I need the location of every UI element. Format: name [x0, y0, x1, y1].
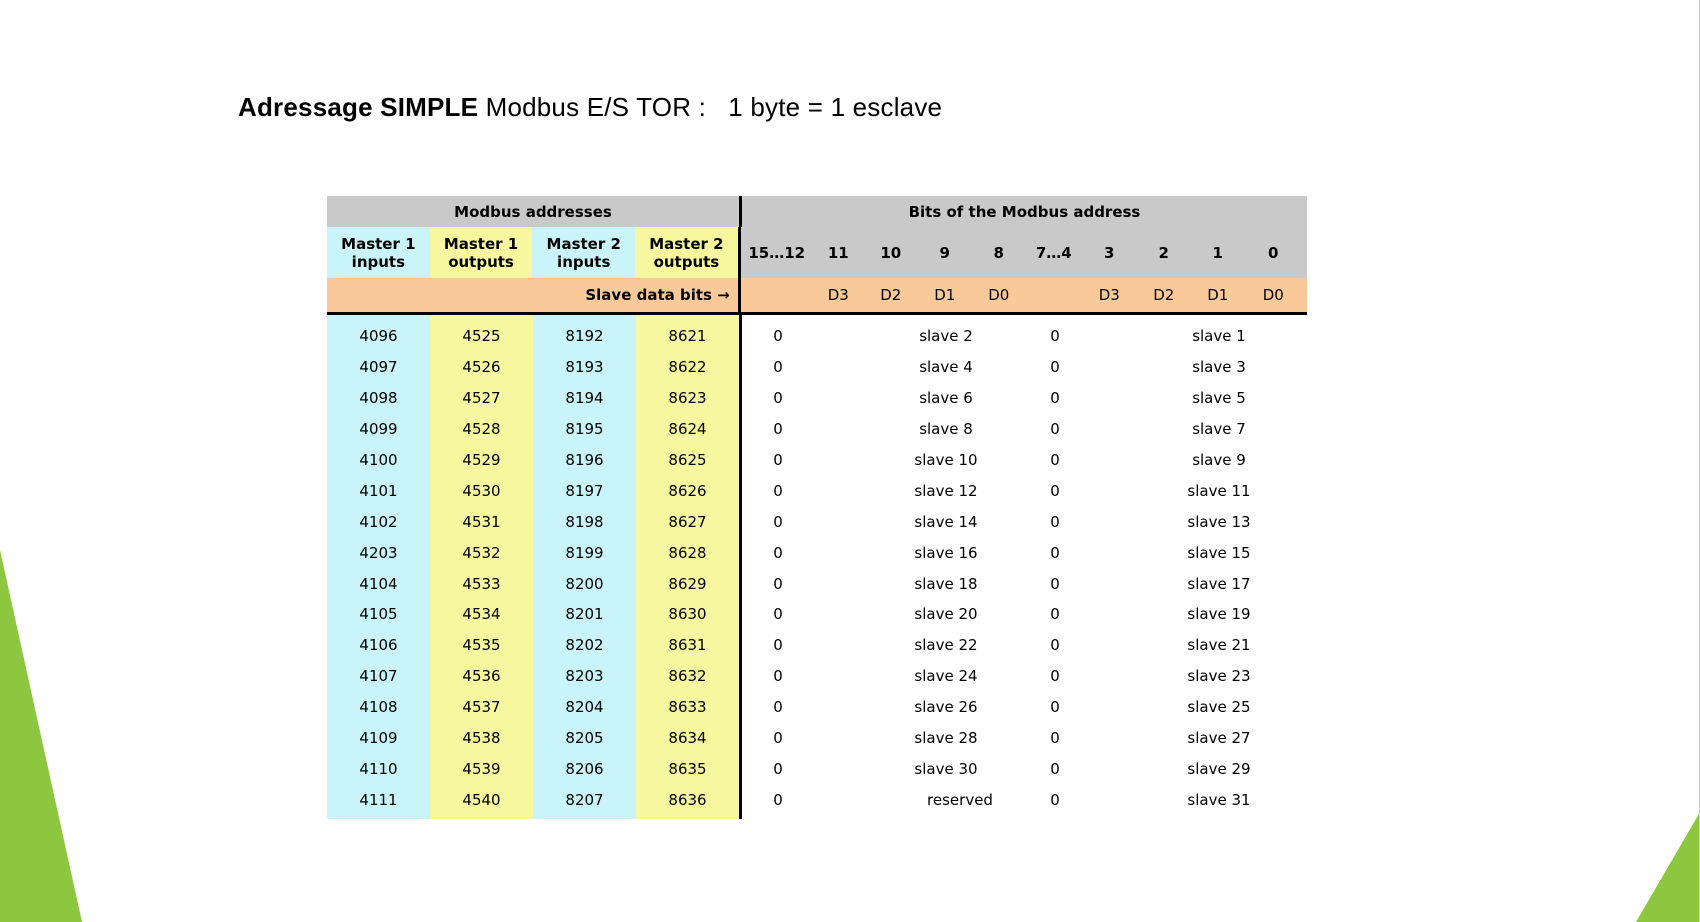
col-header-line: inputs: [351, 252, 406, 271]
low-slave-cell: slave 19: [1187, 605, 1251, 624]
high-zero-cell: 0: [773, 481, 783, 500]
low-zero-cell: 0: [1050, 729, 1060, 748]
col-header-line: Master 1: [341, 234, 416, 253]
high-zero-cell: 0: [773, 605, 783, 624]
address-cell: 8626: [668, 481, 707, 500]
table-row: [742, 445, 1307, 476]
address-cell: 8625: [668, 451, 707, 469]
low-slave-cell: slave 9: [1192, 451, 1246, 469]
table-row: [742, 753, 1307, 784]
col-header-master1-outputs: [430, 227, 533, 278]
low-slave-cell: slave 3: [1192, 358, 1246, 377]
address-cell: 8207: [565, 790, 604, 809]
address-cell: 8205: [565, 729, 604, 748]
address-cell: 4537: [462, 698, 501, 717]
address-cell: 8195: [565, 420, 604, 439]
address-cell: 4104: [359, 574, 398, 593]
address-cell: 8623: [668, 389, 707, 408]
address-cell: 4101: [359, 481, 398, 500]
address-cell: 8198: [565, 512, 604, 531]
col-header-master2-outputs: [635, 227, 738, 278]
bit-header: 2: [1158, 243, 1169, 262]
low-zero-cell: 0: [1050, 358, 1060, 377]
data-bit-header: D3: [1098, 286, 1120, 304]
address-cell: 4110: [359, 759, 398, 778]
address-cell: 4097: [359, 358, 398, 377]
address-cell: 4106: [359, 636, 398, 655]
address-cell: 8624: [668, 420, 707, 439]
col-header-line: Master 2: [649, 234, 724, 253]
header-row-1: [327, 196, 1307, 227]
address-cell: 8632: [668, 667, 707, 686]
address-cell: 8200: [565, 574, 604, 593]
high-zero-cell: 0: [773, 667, 783, 686]
address-cell: 4536: [462, 667, 501, 686]
high-slave-cell: slave 28: [914, 729, 978, 748]
high-slave-cell: slave 4: [919, 358, 973, 377]
table-row: [742, 475, 1307, 506]
address-cell: 8636: [668, 790, 707, 809]
address-cell: 4533: [462, 574, 501, 593]
data-bit-header: D1: [934, 286, 956, 304]
master2-outputs-column: [636, 315, 739, 819]
low-zero-cell: 0: [1050, 451, 1060, 469]
address-cell: 4534: [462, 605, 501, 624]
bit-number-headers: [738, 227, 1307, 278]
high-slave-cell: slave 6: [919, 389, 973, 408]
col-header-master1-inputs: [327, 227, 430, 278]
table-row: [742, 784, 1307, 815]
bit-header: 10: [880, 243, 902, 262]
table-row: [742, 383, 1307, 414]
master2-inputs-column: [533, 315, 636, 819]
address-cell: 4525: [462, 327, 501, 346]
high-slave-cell: slave 22: [914, 636, 978, 655]
low-zero-cell: 0: [1050, 327, 1060, 346]
table-row: [742, 692, 1307, 723]
master1-outputs-column: [430, 315, 533, 819]
address-cell: 4532: [462, 543, 501, 562]
address-cell: 8631: [668, 636, 707, 655]
address-cell: 4530: [462, 481, 501, 500]
low-slave-cell: slave 15: [1187, 543, 1251, 562]
high-slave-cell: slave 12: [914, 481, 978, 500]
high-zero-cell: 0: [773, 790, 783, 809]
address-cell: 8203: [565, 667, 604, 686]
address-cell: 4528: [462, 420, 501, 439]
low-slave-cell: slave 31: [1187, 790, 1251, 809]
col-header-master2-inputs: [532, 227, 635, 278]
address-cell: 8204: [565, 698, 604, 717]
data-bit-header: D2: [1153, 286, 1175, 304]
low-zero-cell: 0: [1050, 574, 1060, 593]
table-row: [742, 537, 1307, 568]
high-zero-cell: 0: [773, 543, 783, 562]
data-bit-headers: [738, 278, 1307, 312]
col-header-line: outputs: [448, 252, 514, 271]
low-zero-cell: 0: [1050, 420, 1060, 439]
address-cell: 4111: [359, 790, 398, 809]
low-slave-cell: slave 27: [1187, 729, 1251, 748]
low-slave-cell: slave 7: [1192, 420, 1246, 439]
low-zero-cell: 0: [1050, 636, 1060, 655]
address-cell: 4098: [359, 389, 398, 408]
green-left-triangle: [0, 550, 82, 922]
address-cell: 8633: [668, 698, 707, 717]
address-cell: 8627: [668, 512, 707, 531]
address-cell: 4096: [359, 327, 398, 346]
col-header-line: Master 1: [443, 234, 519, 253]
low-zero-cell: 0: [1050, 790, 1060, 809]
table-row: [742, 352, 1307, 383]
table-row: [742, 414, 1307, 445]
address-cell: 4539: [462, 759, 501, 778]
bit-header: 8: [993, 243, 1004, 262]
low-slave-cell: slave 5: [1192, 389, 1246, 408]
low-slave-cell: slave 17: [1187, 574, 1251, 593]
high-slave-cell: slave 2: [919, 327, 973, 346]
bit-header: 15…12: [748, 243, 806, 262]
table-row: [742, 723, 1307, 754]
table-row: [742, 661, 1307, 692]
low-slave-cell: slave 29: [1187, 759, 1251, 778]
low-slave-cell: slave 25: [1187, 698, 1251, 717]
address-cell: 8622: [668, 358, 707, 377]
title-bold: Adressage SIMPLE: [238, 92, 479, 122]
slide-title: [238, 92, 942, 123]
table-row: [742, 630, 1307, 661]
bit-header: 11: [827, 243, 849, 262]
high-slave-cell: slave 26: [914, 698, 978, 717]
low-zero-cell: 0: [1050, 481, 1060, 500]
address-cell: 4100: [359, 451, 398, 469]
col-header-line: outputs: [653, 252, 720, 271]
address-cell: 4526: [462, 358, 501, 377]
high-zero-cell: 0: [773, 420, 783, 439]
address-cell: 4102: [359, 512, 398, 531]
high-zero-cell: 0: [773, 759, 783, 778]
header-bits-modbus-address: Bits of the Modbus address: [739, 196, 1307, 227]
low-slave-cell: slave 23: [1187, 667, 1251, 686]
address-cell: 8192: [565, 327, 604, 346]
high-slave-cell: slave 30: [914, 759, 978, 778]
high-zero-cell: 0: [773, 358, 783, 377]
master1-inputs-column: [327, 315, 430, 819]
low-slave-cell: slave 1: [1192, 327, 1246, 346]
bit-header: 1: [1212, 243, 1223, 262]
address-cell: 4529: [462, 451, 501, 469]
data-bit-header: D0: [1262, 286, 1284, 304]
address-cell: 8201: [565, 605, 604, 624]
data-bit-header: D0: [988, 286, 1010, 304]
bits-body: [739, 315, 1307, 819]
low-slave-cell: slave 21: [1187, 636, 1251, 655]
address-cell: 4107: [359, 667, 398, 686]
low-zero-cell: 0: [1050, 667, 1060, 686]
address-cell: 8206: [565, 759, 604, 778]
address-cell: 8628: [668, 543, 707, 562]
address-columns: [327, 315, 739, 819]
high-zero-cell: 0: [773, 389, 783, 408]
bit-header: 7…4: [1035, 243, 1072, 262]
modbus-address-table: [327, 196, 1307, 819]
high-zero-cell: 0: [773, 451, 783, 469]
low-zero-cell: 0: [1050, 512, 1060, 531]
high-slave-cell: slave 20: [914, 605, 978, 624]
table-row: [742, 568, 1307, 599]
address-cell: 8193: [565, 358, 604, 377]
high-zero-cell: 0: [773, 327, 783, 346]
address-cell: 4099: [359, 420, 398, 439]
table-body: [327, 315, 1307, 819]
title-rest: Modbus E/S TOR : 1 byte = 1 esclave: [478, 92, 943, 122]
address-cell: 8634: [668, 729, 707, 748]
address-cell: 4540: [462, 790, 501, 809]
header-row-2: [327, 227, 1307, 278]
data-bit-header: [1026, 278, 1082, 312]
table-row: [742, 506, 1307, 537]
col-header-line: Master 2: [546, 234, 621, 253]
address-cell: 4527: [462, 389, 501, 408]
address-cell: 8199: [565, 543, 604, 562]
data-bit-header: D2: [880, 286, 902, 304]
header-modbus-addresses: Modbus addresses: [327, 196, 739, 227]
address-cell: 4538: [462, 729, 501, 748]
high-zero-cell: 0: [773, 729, 783, 748]
address-cell: 8196: [565, 451, 604, 469]
header-row-3: [327, 278, 1307, 315]
table-row: [742, 599, 1307, 630]
high-zero-cell: 0: [773, 698, 783, 717]
high-slave-cell: reserved: [927, 790, 993, 809]
col-header-line: inputs: [557, 252, 611, 271]
address-cell: 4203: [359, 543, 398, 562]
slave-data-bits-label: Slave data bits →: [327, 278, 738, 312]
high-slave-cell: slave 10: [914, 451, 978, 469]
low-zero-cell: 0: [1050, 543, 1060, 562]
high-slave-cell: slave 16: [914, 543, 978, 562]
address-cell: 4108: [359, 698, 398, 717]
high-slave-cell: slave 24: [914, 667, 978, 686]
bit-header: 9: [939, 243, 950, 262]
low-zero-cell: 0: [1050, 389, 1060, 408]
low-zero-cell: 0: [1050, 759, 1060, 778]
data-bit-header: [741, 278, 813, 312]
data-bit-header: D1: [1207, 286, 1229, 304]
data-bit-header: D3: [827, 286, 849, 304]
high-slave-cell: slave 8: [919, 420, 973, 439]
address-cell: 4535: [462, 636, 501, 655]
high-zero-cell: 0: [773, 512, 783, 531]
table-row: [742, 321, 1307, 352]
address-cell: 4531: [462, 512, 501, 531]
high-zero-cell: 0: [773, 574, 783, 593]
address-cell: 8621: [668, 327, 707, 346]
high-slave-cell: slave 14: [914, 512, 978, 531]
high-slave-cell: slave 18: [914, 574, 978, 593]
low-slave-cell: slave 13: [1187, 512, 1251, 531]
green-right-triangle: [1636, 812, 1700, 922]
low-slave-cell: slave 11: [1187, 481, 1251, 500]
address-cell: 8197: [565, 481, 604, 500]
low-zero-cell: 0: [1050, 605, 1060, 624]
address-cell: 4105: [359, 605, 398, 624]
address-cell: 4109: [359, 729, 398, 748]
high-zero-cell: 0: [773, 636, 783, 655]
address-cell: 8629: [668, 574, 707, 593]
low-zero-cell: 0: [1050, 698, 1060, 717]
address-cell: 8202: [565, 636, 604, 655]
address-cell: 8635: [668, 759, 707, 778]
bit-header: 0: [1268, 243, 1279, 262]
address-cell: 8194: [565, 389, 604, 408]
bit-header: 3: [1104, 243, 1115, 262]
address-cell: 8630: [668, 605, 707, 624]
